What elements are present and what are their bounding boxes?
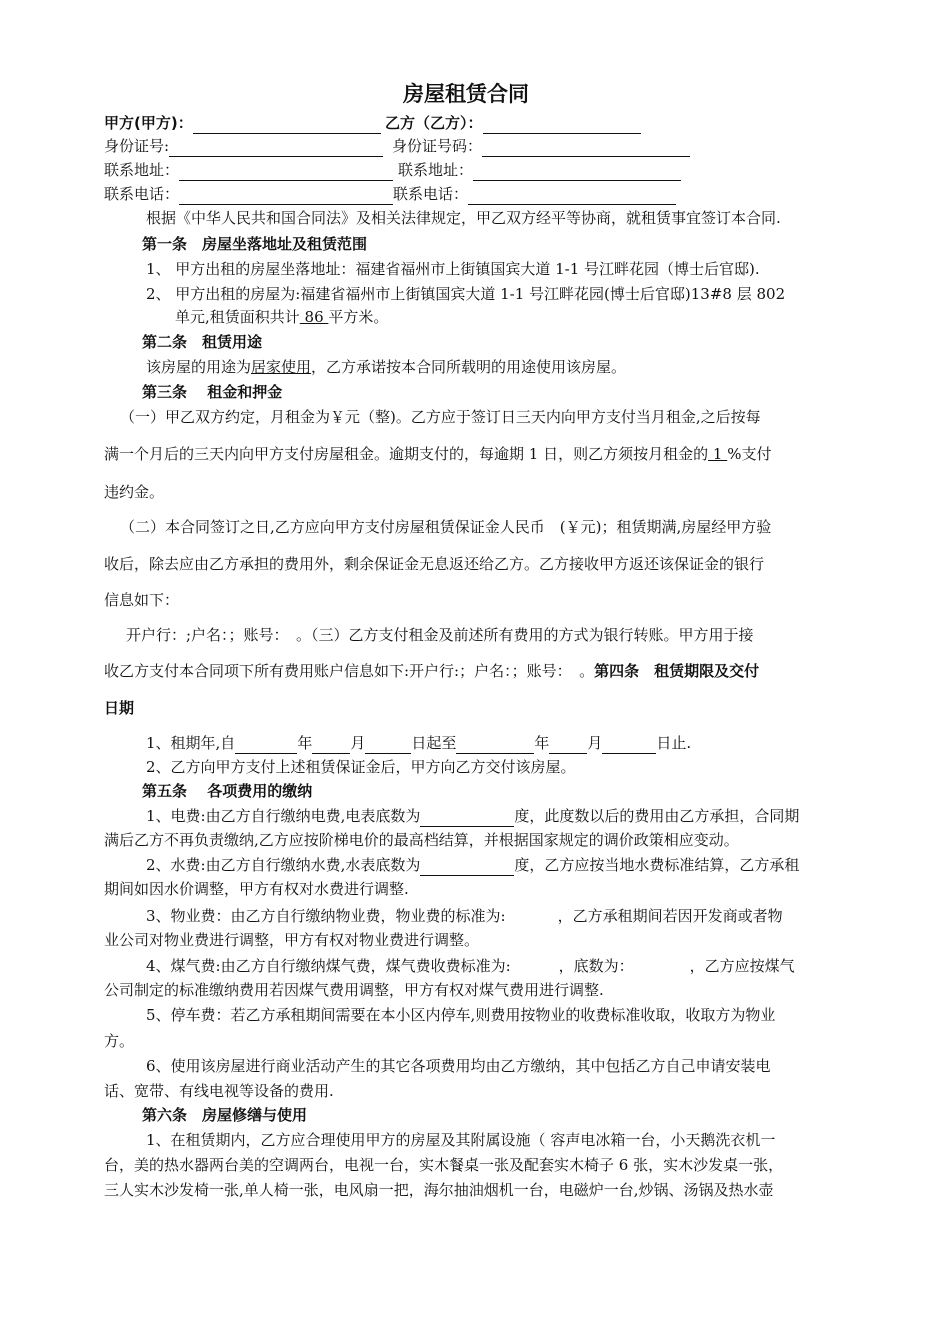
water-line-1 [146,854,799,876]
gas-line-1 [146,955,795,977]
start-year-unit: 年 [297,734,313,752]
page-title: 房屋租赁合同 [403,82,529,106]
phone-a-label: 联系电话： [104,185,180,203]
id-a-field[interactable] [169,139,383,157]
end-day-field[interactable] [602,736,656,754]
gas-text-b: ，底数为： [558,957,634,975]
water-line-2: 期间如因水价调整，甲方有权对水费进行调整. [104,880,409,898]
id-b-row [392,135,690,157]
late-fee-text: 满一个月后的三天内向甲方支付房屋租金。逾期支付的，每逾期 1 日，则乙方须按月租金的 [104,445,709,463]
phone-a-row [104,183,393,205]
parking-line-1: 5、停车费：若乙方承租期间需要在本小区内停车,则费用按物业的收费标准收取，收取方为物业 [146,1006,776,1024]
start-year-field[interactable] [235,736,297,754]
phone-b-field[interactable] [468,187,676,205]
electricity-text-b: 度，此度数以后的费用由乙方承担，合同期 [514,807,800,825]
article-2-text [146,356,626,378]
end-year-unit: 年 [534,734,550,752]
addr-a-label: 联系地址： [104,161,180,179]
article-1-item-2-line-1: 2、 甲方出租的房屋为:福建省福州市上街镇国宾大道 1-1 号江畔花园(博士后官邸)13#8 层 802 [146,285,786,303]
gas-line-2: 公司制定的标准缴纳费用若因煤气费用调整，甲方有权对煤气费用进行调整. [104,981,604,999]
addr-b-row [398,159,681,181]
rent-para-line-1: （一）甲乙双方约定，月租金为￥元（整)。乙方应于签订日三天内向甲方支付当月租金,之后按每 [120,408,761,426]
start-day-unit: 日起至 [411,734,457,752]
deposit-para-line-3: 信息如下： [104,591,180,609]
article-1-item-1: 1、 甲方出租的房屋坐落地址：福建省福州市上街镇国宾大道 1-1 号江畔花园（博士后官邸). [146,260,760,278]
payment-para-line-2 [104,660,759,682]
phone-b-label: 联系电话： [393,185,469,203]
payment-account-text: 收乙方支付本合同项下所有费用账户信息如下:开户行:；户名：；账号： 。 [104,662,595,680]
late-fee-unit: %支付 [727,445,772,463]
area-label: 单元,租赁面积共计 [175,308,300,326]
water-text-a: 2、水费:由乙方自行缴纳水费,水表底数为 [146,856,421,874]
deposit-para-line-1: （二）本合同签订之日,乙方应向甲方支付房屋租赁保证金人民币 (￥元)；租赁期满,房屋经甲方验 [120,518,772,536]
addr-b-field[interactable] [473,163,681,181]
area-value: 86 [299,308,329,326]
party-a-field[interactable] [193,116,381,134]
lease-term-label: 1、租期年,自 [146,734,236,752]
addr-b-label: 联系地址： [398,161,474,179]
other-fees-line-2: 话、宽带、有线电视等设备的费用. [104,1082,334,1100]
phone-a-field[interactable] [179,187,393,205]
start-month-field[interactable] [312,736,350,754]
area-unit: 平方米。 [328,308,389,326]
electricity-meter-field[interactable] [420,809,514,827]
start-month-unit: 月 [350,734,366,752]
property-fee-text-a: 3、物业费：由乙方自行缴纳物业费，物业费的标准为: [146,907,506,925]
water-text-b: 度，乙方应按当地水费标准结算，乙方承租 [514,856,800,874]
electricity-text-a: 1、电费:由乙方自行缴纳电费,电表底数为 [146,807,421,825]
property-fee-line-2: 业公司对物业费进行调整，甲方有权对物业费进行调整。 [104,931,480,949]
end-day-unit: 日止. [656,734,692,752]
article-3-heading: 第三条 租金和押金 [142,383,283,401]
article-4-heading-cont: 日期 [104,699,135,717]
end-month-unit: 月 [587,734,603,752]
article-6-heading: 第六条 房屋修缮与使用 [142,1106,308,1124]
addr-a-field[interactable] [179,163,393,181]
article-4-heading: 第四条 租赁期限及交付 [594,662,760,680]
late-fee-rate: 1 [708,445,728,463]
party-a-row [104,112,381,134]
id-a-label: 身份证号: [104,137,170,155]
article-2-heading: 第二条 租赁用途 [142,333,263,351]
deposit-para-line-2: 收后，除去应由乙方承担的费用外，剩余保证金无息返还给乙方。乙方接收甲方返还该保证金的银行 [104,555,765,573]
party-b-label: 乙方（乙方）： [385,114,483,132]
article-6-item-1-line-3: 三人实木沙发椅一张,单人椅一张，电风扇一把，海尔抽油烟机一台，电磁炉一台,炒锅、汤锅及热水壶 [104,1181,774,1199]
party-b-field[interactable] [483,116,641,134]
water-meter-field[interactable] [420,858,514,876]
parking-line-2: 方。 [104,1032,135,1050]
id-b-label: 身份证号码： [392,137,483,155]
phone-b-row [393,183,676,205]
gas-text-a: 4、煤气费:由乙方自行缴纳煤气费，煤气费收费标准为: [146,957,511,975]
addr-a-row [104,159,393,181]
party-a-label: 甲方(甲方)： [104,114,193,132]
article-1-heading: 第一条 房屋坐落地址及租赁范围 [142,235,368,253]
lease-term-row [146,732,691,754]
article-5-heading: 第五条 各项费用的缴纳 [142,782,313,800]
id-b-field[interactable] [482,139,690,157]
gas-text-c: ，乙方应按煤气 [689,957,795,975]
usage-value: 居家使用 [251,358,312,376]
article-4-item-2: 2、乙方向甲方支付上述租赁保证金后，甲方向乙方交付该房屋。 [146,758,576,776]
property-fee-text-b: ，乙方承租期间若因开发商或者物 [557,907,783,925]
id-a-row [104,135,383,157]
rent-para-line-2 [104,443,771,465]
article-6-item-1-line-1: 1、在租赁期内，乙方应合理使用甲方的房屋及其附属设施（ 容声电冰箱一台，小天鹅洗衣机一 [146,1131,776,1149]
rent-para-line-3: 违约金。 [104,483,165,501]
electricity-line-1 [146,805,799,827]
payment-para-line-1: 开户行：;户名：；账号： 。（三）乙方支付租金及前述所有费用的方式为银行转账。甲方用于接 [126,626,754,644]
article-6-item-1-line-2: 台，美的热水器两台美的空调两台，电视一台，实木餐桌一张及配套实木椅子 6 张，实木沙发桌一张， [104,1156,784,1174]
usage-suffix: ，乙方承诺按本合同所载明的用途使用该房屋。 [311,358,627,376]
start-day-field[interactable] [365,736,411,754]
usage-prefix: 该房屋的用途为 [146,358,252,376]
other-fees-line-1: 6、使用该房屋进行商业活动产生的其它各项费用均由乙方缴纳，其中包括乙方自己申请安装电 [146,1057,771,1075]
end-year-field[interactable] [456,736,534,754]
party-b-row [385,112,641,134]
end-month-field[interactable] [549,736,587,754]
property-fee-line-1 [146,905,783,927]
preamble: 根据《中华人民共和国合同法》及相关法律规定，甲乙双方经平等协商，就租赁事宜签订本合同. [146,209,781,227]
electricity-line-2: 满后乙方不再负责缴纳,乙方应按阶梯电价的最高档结算，并根据国家规定的调价政策相应变动。 [104,831,739,849]
article-1-item-2-line-2 [175,306,388,328]
